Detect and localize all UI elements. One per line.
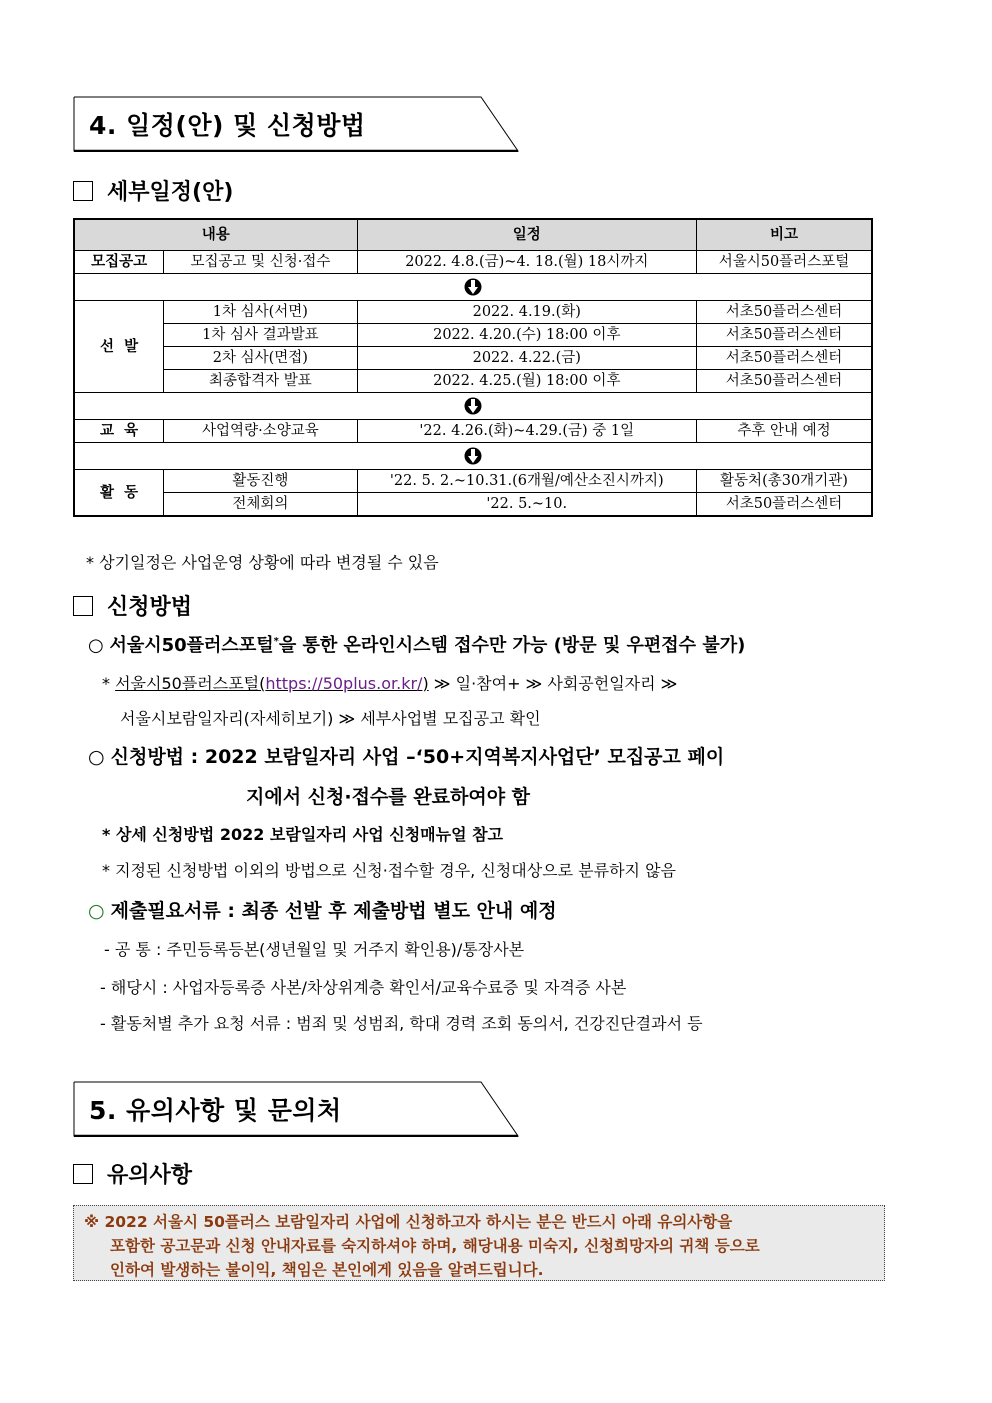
apply-bullet-2: ○ 신청방법 : 2022 보람일자리 사업 –‘50+지역복지사업단’ 모집공고 페이 xyxy=(88,746,725,768)
header-remarks: 비고 xyxy=(696,219,872,251)
square-bullet-icon xyxy=(73,596,93,616)
category-recruit: 모집공고 xyxy=(74,251,164,274)
caution-box xyxy=(73,1205,885,1281)
cell-date: '22. 4.26.(화)~4.29.(금) 중 1일 xyxy=(357,420,696,443)
arrow-row xyxy=(74,443,872,470)
apply-note-1-line2: 서울시보람일자리(자세히보기) ≫ 세부사업별 모집공고 확인 xyxy=(120,709,541,728)
table-row xyxy=(74,493,872,517)
cell-item: 1차 심사(서면) xyxy=(164,301,357,324)
cell-date: 2022. 4.20.(수) 18:00 이후 xyxy=(357,324,696,347)
category-activity: 활 동 xyxy=(74,470,164,517)
cell-date: 2022. 4.25.(월) 18:00 이후 xyxy=(357,370,696,393)
header-schedule: 일정 xyxy=(357,219,696,251)
cell-date: 2022. 4.22.(금) xyxy=(357,347,696,370)
apply-bullet-1: ○ 서울시50플러스포털*을 통한 온라인시스템 접수만 가능 (방문 및 우편접수 불가) xyxy=(88,635,746,656)
section-5-banner xyxy=(73,1081,519,1137)
cell-note: 서초50플러스센터 xyxy=(696,493,872,517)
header-content: 내용 xyxy=(74,219,357,251)
cell-item: 전체회의 xyxy=(164,493,357,517)
apply-note-2: * 상세 신청방법 2022 보람일자리 사업 신청매뉴얼 참고 xyxy=(102,825,504,844)
cell-note: 서초50플러스센터 xyxy=(696,301,872,324)
cell-date: '22. 5.~10. xyxy=(357,493,696,517)
cell-item: 1차 심사 결과발표 xyxy=(164,324,357,347)
docs-bullet: ○ 제출필요서류 : 최종 선발 후 제출방법 별도 안내 예정 xyxy=(88,900,557,922)
cell-date: '22. 5. 2.~10.31.(6개월/예산소진시까지) xyxy=(357,470,696,493)
arrow-row xyxy=(74,274,872,301)
green-circle-bullet-icon: ○ xyxy=(88,900,111,922)
caution-line: 포함한 공고문과 신청 안내자료를 숙지하셔야 하며, 해당내용 미숙지, 신청희망자의 귀책 등으로 xyxy=(110,1237,760,1255)
table-row-education xyxy=(74,420,872,443)
schedule-heading-text: 세부일정(안) xyxy=(107,180,234,205)
table-row xyxy=(74,470,872,493)
down-arrow-circle-icon xyxy=(464,447,482,465)
section-5-title: 5. 유의사항 및 문의처 xyxy=(89,1096,342,1125)
cell-note: 서초50플러스센터 xyxy=(696,370,872,393)
cell-note: 활동처(총30개기관) xyxy=(696,470,872,493)
cell-note: 서초50플러스센터 xyxy=(696,324,872,347)
table-row-recruit xyxy=(74,251,872,274)
cell-item: 활동진행 xyxy=(164,470,357,493)
square-bullet-icon xyxy=(73,181,93,201)
cell-note: 서초50플러스센터 xyxy=(696,347,872,370)
caution-line: ※ 2022 서울시 50플러스 보람일자리 사업에 신청하고자 하시는 분은 반드시 아래 유의사항을 xyxy=(84,1213,733,1231)
docs-item: - 활동처별 추가 요청 서류 : 범죄 및 성범죄, 학대 경력 조회 동의서, 건강진단결과서 등 xyxy=(100,1014,703,1033)
category-selection: 선 발 xyxy=(74,301,164,393)
docs-item: - 공 통 : 주민등록등본(생년월일 및 거주지 확인용)/통장사본 xyxy=(104,940,525,959)
cell-note: 추후 안내 예정 xyxy=(696,420,872,443)
cell-note: 서울시50플러스포털 xyxy=(696,251,872,274)
caution-heading-text: 유의사항 xyxy=(107,1163,193,1188)
cell-date: 2022. 4.19.(화) xyxy=(357,301,696,324)
portal-link[interactable]: https://50plus.or.kr/ xyxy=(265,674,423,693)
caution-line: 인하여 발생하는 불이익, 책임은 본인에게 있음을 알려드립니다. xyxy=(110,1261,544,1279)
cell-date: 2022. 4.8.(금)~4. 18.(월) 18시까지 xyxy=(357,251,696,274)
cell-item: 사업역량·소양교육 xyxy=(164,420,357,443)
caution-heading xyxy=(73,1158,192,1189)
schedule-heading xyxy=(73,175,233,206)
category-education: 교 육 xyxy=(74,420,164,443)
section-4-title: 4. 일정(안) 및 신청방법 xyxy=(89,111,366,140)
apply-bullet-2-line2: 지에서 신청·접수를 완료하여야 함 xyxy=(246,786,531,808)
circle-bullet-icon: ○ xyxy=(88,635,110,656)
table-header-row xyxy=(74,219,872,251)
table-row xyxy=(74,347,872,370)
down-arrow-circle-icon xyxy=(464,278,482,296)
table-row xyxy=(74,301,872,324)
schedule-footnote: * 상기일정은 사업운영 상황에 따라 변경될 수 있음 xyxy=(86,553,439,572)
arrow-row xyxy=(74,393,872,420)
apply-heading xyxy=(73,590,192,621)
schedule-table xyxy=(73,218,873,517)
apply-heading-text: 신청방법 xyxy=(107,595,193,620)
table-row xyxy=(74,324,872,347)
section-4-banner xyxy=(73,96,519,152)
docs-item: - 해당시 : 사업자등록증 사본/차상위계층 확인서/교육수료증 및 자격증 사본 xyxy=(100,978,627,997)
apply-note-1: * 서울시50플러스포털(https://50plus.or.kr/) ≫ 일·참여+ ≫ 사회공헌일자리 ≫ xyxy=(102,674,678,693)
cell-item: 2차 심사(면접) xyxy=(164,347,357,370)
cell-item: 모집공고 및 신청·접수 xyxy=(164,251,357,274)
cell-item: 최종합격자 발표 xyxy=(164,370,357,393)
apply-note-3: * 지정된 신청방법 이외의 방법으로 신청·접수할 경우, 신청대상으로 분류하지 않음 xyxy=(102,861,676,880)
table-row xyxy=(74,370,872,393)
down-arrow-circle-icon xyxy=(464,397,482,415)
circle-bullet-icon: ○ xyxy=(88,746,111,768)
square-bullet-icon xyxy=(73,1164,93,1184)
